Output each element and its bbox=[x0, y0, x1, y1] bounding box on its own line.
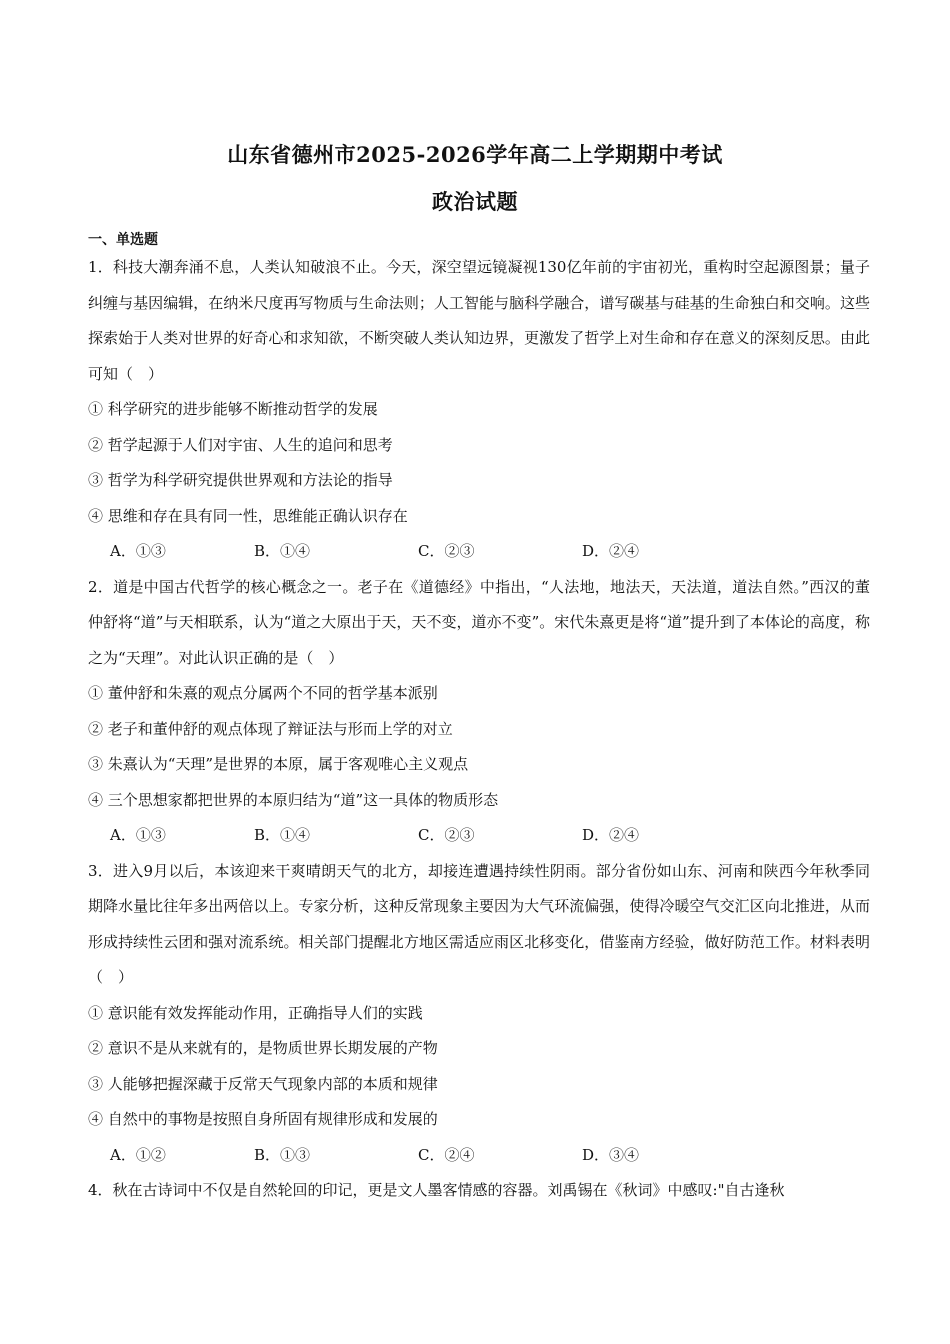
statement-option: ③ 哲学为科学研究提供世界观和方法论的指导 bbox=[88, 471, 393, 489]
question-stem: 1．科技大潮奔涌不息，人类认知破浪不止。今天，深空望远镜凝视130亿年前的宇宙初光，重构时空起源图景；量子纠缠与基因编辑，在纳米尺度再写物质与生命法则；人工智能与脑科学融合，谱写碳基与硅基的生命独白和交响。这些探索始于人类对世界的好奇心和求知欲，不断突破人类认知边界，更激发了哲学上对生命和存在意义的深刻反思。由此可知（ ） bbox=[88, 258, 870, 383]
question-list bbox=[88, 250, 870, 1209]
choice-c: C．②③ bbox=[418, 542, 475, 560]
question-stem: 4．秋在古诗词中不仅是自然轮回的印记，更是文人墨客情感的容器。刘禹锡在《秋词》中感叹:"自古逢秋 bbox=[88, 1181, 785, 1199]
question-3 bbox=[88, 854, 870, 1174]
choice-b: B．①③ bbox=[254, 1145, 311, 1164]
statement-option: ① 意识能有效发挥能动作用，正确指导人们的实践 bbox=[88, 1003, 423, 1022]
choice-b: B．①④ bbox=[254, 826, 311, 844]
choice-d: D．③④ bbox=[582, 1145, 640, 1164]
statement-option: ③ 朱熹认为“天理”是世界的本原，属于客观唯心主义观点 bbox=[88, 755, 469, 773]
choice-d: D．②④ bbox=[582, 826, 640, 844]
statement-option: ① 董仲舒和朱熹的观点分属两个不同的哲学基本派别 bbox=[88, 684, 438, 702]
statement-option: ② 老子和董仲舒的观点体现了辩证法与形而上学的对立 bbox=[88, 719, 453, 738]
answer-choices bbox=[88, 1138, 870, 1174]
section-heading: 一、单选题 bbox=[88, 232, 158, 248]
answer-choices bbox=[88, 534, 870, 570]
choice-d: D．②④ bbox=[582, 542, 640, 560]
choice-a: A．①③ bbox=[110, 542, 166, 560]
exam-title: 山东省德州市2025-2026学年高二上学期期中考试 bbox=[227, 142, 723, 167]
statement-option: ④ 思维和存在具有同一性，思维能正确认识存在 bbox=[88, 506, 408, 525]
choice-b: B．①④ bbox=[254, 542, 311, 560]
statement-option: ④ 自然中的事物是按照自身所固有规律形成和发展的 bbox=[88, 1110, 438, 1128]
question-stem: 3．进入9月以后，本该迎来干爽晴朗天气的北方，却接连遭遇持续性阴雨。部分省份如山东、河南和陕西今年秋季同期降水量比往年多出两倍以上。专家分析，这种反常现象主要因为大气环流偏强，使得冷暖空气交汇区向北推进，从而形成持续性云团和强对流系统。相关部门提醒北方地区需适应雨区北移变化，借鉴南方经验，做好防范工作。材料表明（ ） bbox=[88, 861, 870, 986]
answer-choices bbox=[88, 818, 870, 854]
choice-a: A．①② bbox=[110, 1145, 166, 1164]
choice-a: A．①③ bbox=[110, 826, 166, 844]
question-stem: 2．道是中国古代哲学的核心概念之一。老子在《道德经》中指出，“人法地，地法天，天法道，道法自然。”西汉的董仲舒将“道”与天相联系，认为“道之大原出于天，天不变，道亦不变”。宋代朱熹更是将“道”提升到了本体论的高度，称之为“天理”。对此认识正确的是（ ） bbox=[88, 577, 870, 667]
statement-option: ③ 人能够把握深藏于反常天气现象内部的本质和规律 bbox=[88, 1074, 438, 1093]
choice-c: C．②④ bbox=[418, 1145, 475, 1164]
statement-option: ④ 三个思想家都把世界的本原归结为“道”这一具体的物质形态 bbox=[88, 790, 499, 809]
question-4 bbox=[88, 1173, 870, 1209]
question-2 bbox=[88, 570, 870, 854]
choice-c: C．②③ bbox=[418, 826, 475, 844]
question-1 bbox=[88, 250, 870, 570]
statement-option: ① 科学研究的进步能够不断推动哲学的发展 bbox=[88, 400, 378, 418]
exam-subject-title: 政治试题 bbox=[432, 189, 518, 214]
statement-option: ② 意识不是从来就有的，是物质世界长期发展的产物 bbox=[88, 1039, 438, 1057]
statement-option: ② 哲学起源于人们对宇宙、人生的追问和思考 bbox=[88, 435, 393, 454]
